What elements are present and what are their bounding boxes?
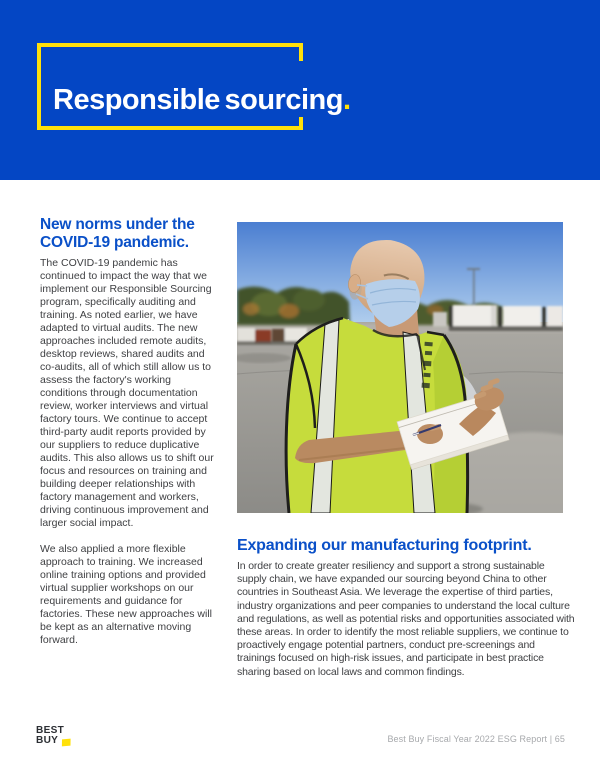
footer-page-info: Best Buy Fiscal Year 2022 ESG Report | 65	[387, 734, 565, 744]
left-paragraph-2: We also applied a more flexible approach to training. We increased online training options and provided virtual supplier workshops on our requirements and guidance for factories. These new approaches will be kept as an alternative moving forward.	[40, 543, 212, 646]
photo-illustration	[237, 222, 563, 513]
page-title	[53, 84, 351, 117]
left-section-heading: New norms under the COVID-19 pandemic.	[40, 216, 195, 251]
left-section-body	[40, 257, 214, 660]
best-buy-logo	[36, 726, 64, 745]
right-section-body	[237, 560, 575, 679]
left-paragraph-1: The COVID-19 pandemic has continued to impact the way that we implement our Responsible Sourcing program, specifically auditing and training. As noted earlier, we have adapted to virtual audits. The new approaches included remote audits, desktop reviews, shared audits and co-audits, all of which still allow us to assess the factory's working conditions through documentation review, worker interviews and virtual factory tours. We continue to accept third-party audit reports provided by our suppliers to reduce duplicative audits. This also allows us to shift our focus and resources on training and building deeper relationships with factory management and workers, driving continuous improvement and larger social impact.	[40, 257, 214, 529]
right-section-heading: Expanding our manufacturing footprint.	[237, 537, 532, 554]
best-buy-logo-line2: BUY	[36, 733, 59, 746]
photo-worker-truck-yard	[237, 222, 563, 513]
page-title-text: Responsible sourcing	[53, 84, 343, 116]
best-buy-logo-line1: BEST	[36, 724, 65, 736]
page-title-period: .	[342, 84, 351, 116]
header-band	[0, 0, 600, 180]
price-tag-icon	[62, 739, 71, 747]
right-paragraph: In order to create greater resiliency and support a strong sustainable supply chain, we have expanded our sourcing beyond China to other countries in Southeast Asia. We leverage the expertise of third parties, industry organizations and peer companies to understand the local culture and regulations, as well as potential risks and opportunities associated with these areas. In order to identify the most reliable suppliers, we continue to proactively engage potential partners, conduct pre-screenings and trainings focused on high-risk issues, and participate in best practice sharing based on local laws and common findings.	[237, 560, 575, 678]
